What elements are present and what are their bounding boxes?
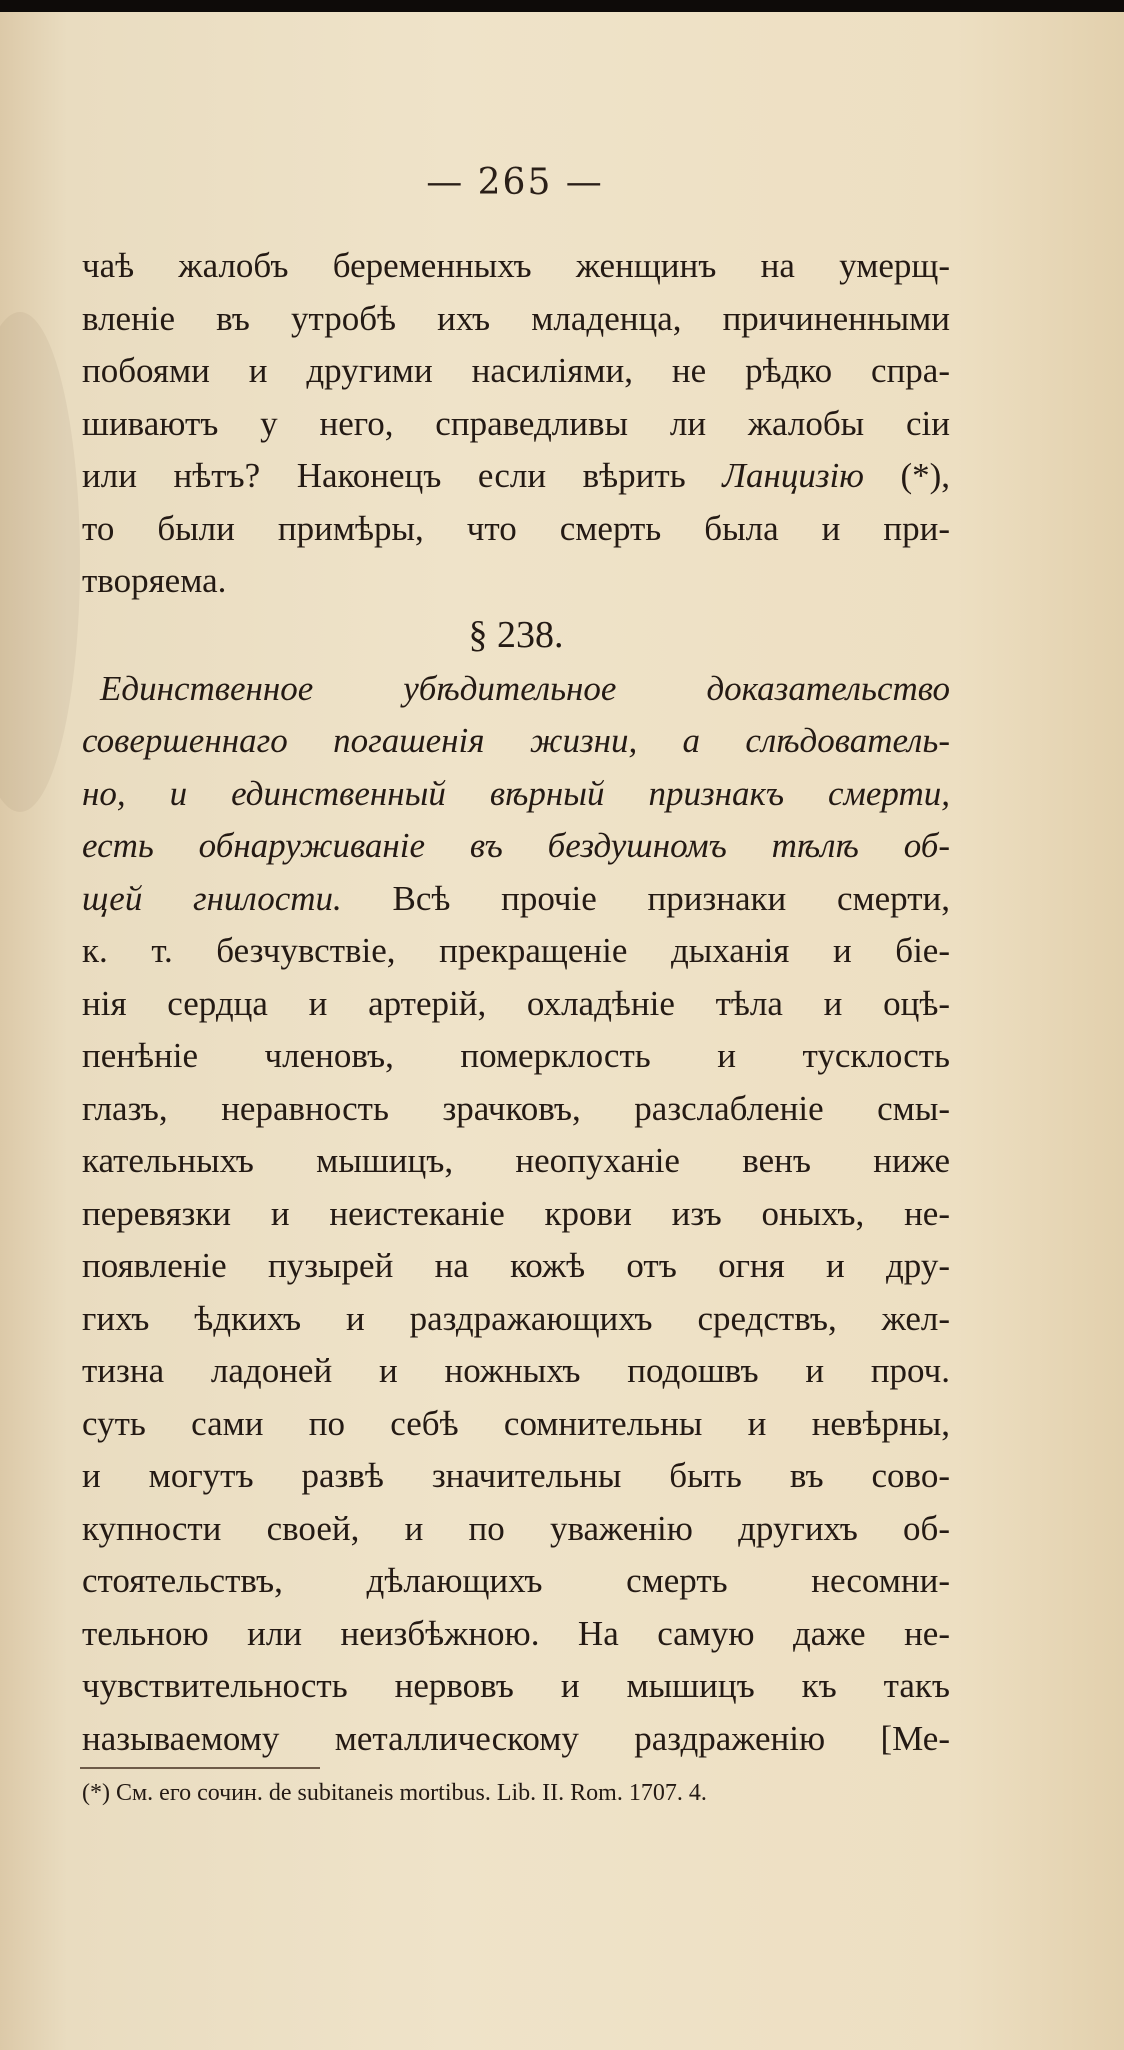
text-line: тельною или неизбѣжною. На самую даже не- <box>82 1613 950 1653</box>
text-line-with-citation <box>82 450 950 503</box>
section-heading: § 238. <box>468 613 564 656</box>
text-line: появленіе пузырей на кожѣ отъ огня и дру- <box>82 1246 950 1285</box>
page-body-text <box>82 240 950 1765</box>
text-line: глазъ, неравность зрачковъ, разслабленіе смы- <box>82 1088 950 1128</box>
text-line: вленіе въ утробѣ ихъ младенца, причиненными <box>82 298 950 338</box>
text-line: то были примѣры, что смерть была и при- <box>82 508 950 548</box>
text-line: суть сами по себѣ сомнительны и невѣрны, <box>82 1403 950 1443</box>
text-line: нія сердца и артерій, охладѣніе тѣла и оцѣ- <box>82 983 950 1023</box>
footnote: (*) См. его сочин. de subitaneis mortibus. Lib. II. Rom. 1707. 4. <box>82 1780 707 1806</box>
italic-segment: щей гнилости. <box>82 878 342 918</box>
text-segment: или нѣтъ? Наконецъ если вѣрить <box>82 456 686 495</box>
text-line: гихъ ѣдкихъ и раздражающихъ средствъ, жел- <box>82 1298 950 1338</box>
text-line: к. т. безчувствіе, прекращеніе дыханія и біе- <box>82 931 950 970</box>
text-line: и могутъ развѣ значительны быть въ сово- <box>82 1456 950 1495</box>
footnote-reference: (*), <box>900 456 951 495</box>
text-line: тизна ладоней и ножныхъ подошвъ и проч. <box>82 1351 950 1390</box>
text-line: творяема. <box>82 561 227 600</box>
text-line: побоями и другими насиліями, не рѣдко спра- <box>82 351 950 390</box>
footnote-divider <box>80 1767 320 1769</box>
italic-line: совершеннаго погашенія жизни, а слѣдователь- <box>82 721 950 760</box>
text-line: называемому металлическому раздраженію [Ме- <box>82 1718 950 1758</box>
mixed-line <box>82 873 950 926</box>
text-line: шиваютъ у него, справедливы ли жалобы сіи <box>82 403 950 443</box>
text-line: кательныхъ мышицъ, неопуханіе венъ ниже <box>82 1141 950 1180</box>
text-line: чувствительность нервовъ и мышицъ къ такъ <box>82 1666 950 1705</box>
text-line: чаѣ жалобъ беременныхъ женщинъ на умерщ- <box>82 246 950 285</box>
scan-top-edge <box>0 0 1124 12</box>
page-number-header: — 265 — <box>426 162 604 203</box>
italic-line: Единственное убѣдительное доказательство <box>100 668 950 708</box>
text-segment: Всѣ прочіе признаки смерти, <box>392 878 950 918</box>
text-line: купности своей, и по уваженію другихъ об- <box>82 1508 950 1548</box>
text-line: пенѣніе членовъ, померклость и тусклость <box>82 1036 950 1075</box>
italic-line: но, и единственный вѣрный признакъ смерти, <box>82 773 950 813</box>
text-line: перевязки и неистеканіе крови изъ оныхъ, не- <box>82 1193 950 1233</box>
book-page <box>0 12 1124 2050</box>
paper-stain <box>0 312 80 812</box>
italic-line: есть обнаруживаніе въ бездушномъ тѣлѣ об- <box>82 826 950 865</box>
text-line: стоятельствъ, дѣлающихъ смерть несомни- <box>82 1561 950 1600</box>
cited-author: Ланцизію <box>722 456 864 495</box>
